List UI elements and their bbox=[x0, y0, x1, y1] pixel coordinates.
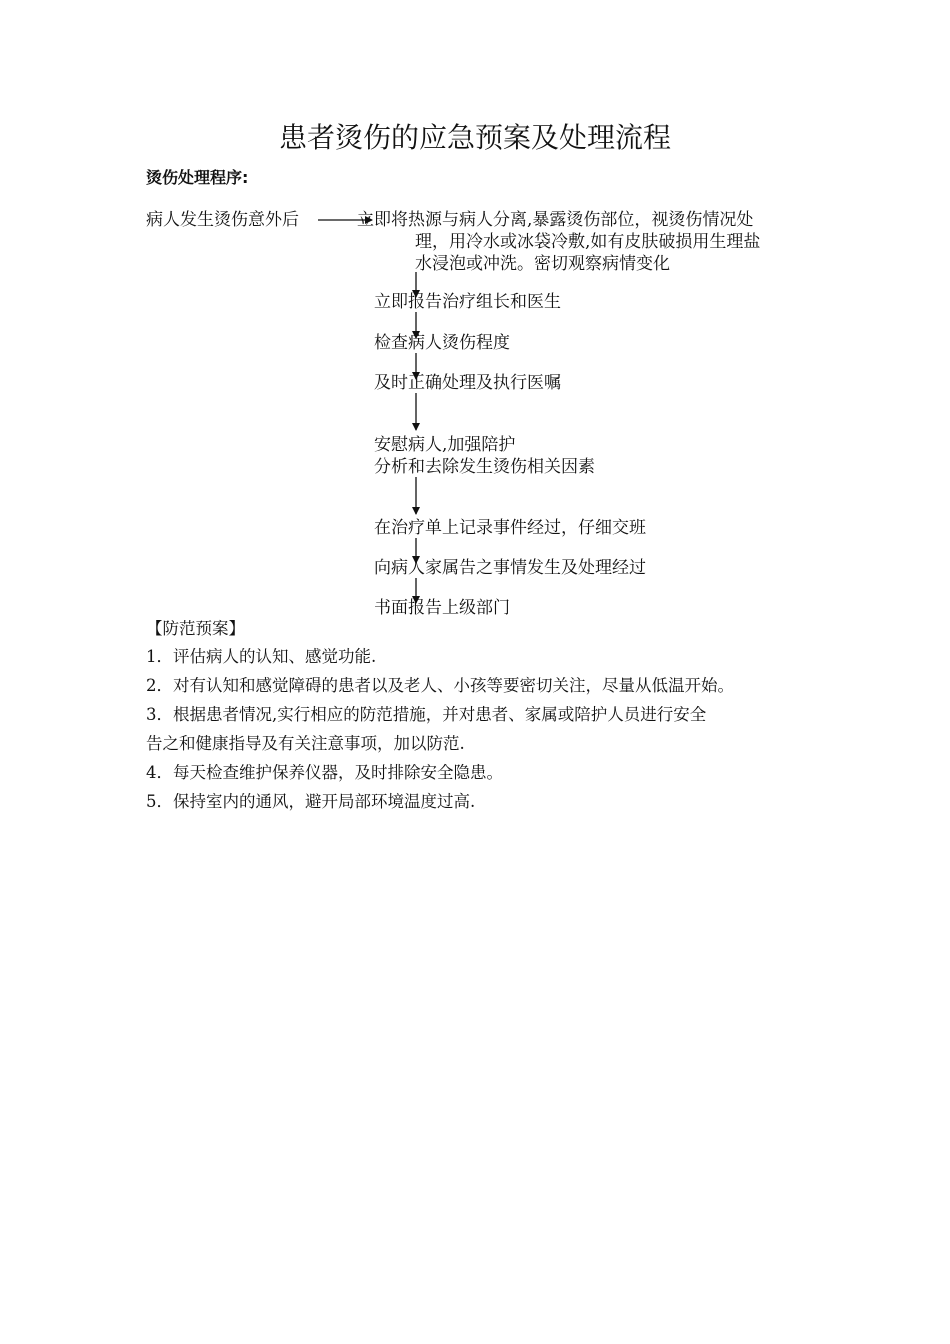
flow-step-treat: 及时正确处理及执行医嘱 bbox=[374, 373, 561, 393]
page-title: 患者烫伤的应急预案及处理流程 bbox=[278, 121, 671, 154]
prevention-item-3: 3．根据患者情况,实行相应的防范措施，并对患者、家属或陪护人员进行安全 bbox=[146, 705, 707, 724]
flow-start: 病人发生烫伤意外后 bbox=[146, 210, 299, 230]
prevention-item-4: 4．每天检查维护保养仪器，及时排除安全隐患。 bbox=[146, 763, 503, 782]
flow-first-step-line3: 水浸泡或冲洗。密切观察病情变化 bbox=[415, 254, 670, 274]
flow-first-step-line2: 理，用冷水或冰袋冷敷,如有皮肤破损用生理盐 bbox=[415, 232, 761, 252]
flow-step-analyze: 分析和去除发生烫伤相关因素 bbox=[374, 457, 595, 477]
flow-step-report-doctor: 立即报告治疗组长和医生 bbox=[374, 292, 561, 312]
flow-step-record: 在治疗单上记录事件经过，仔细交班 bbox=[374, 518, 646, 538]
prevention-item-2: 2．对有认知和感觉障碍的患者以及老人、小孩等要密切关注，尽量从低温开始。 bbox=[146, 676, 734, 695]
flow-step-comfort: 安慰病人,加强陪护 bbox=[374, 435, 516, 455]
prevention-item-5: 5．保持室内的通风，避开局部环境温度过高. bbox=[146, 792, 476, 811]
prevention-item-1: 1．评估病人的认知、感觉功能. bbox=[146, 647, 377, 666]
prevention-item-3-cont: 告之和健康指导及有关注意事项，加以防范. bbox=[146, 734, 465, 753]
flow-step-check-degree: 检查病人烫伤程度 bbox=[374, 333, 510, 353]
flow-first-step-line1: 立即将热源与病人分离,暴露烫伤部位，视烫伤情况处 bbox=[357, 210, 754, 230]
flow-step-written-report: 书面报告上级部门 bbox=[374, 598, 510, 618]
prevention-heading: 【防范预案】 bbox=[146, 619, 245, 638]
section-subheading: 烫伤处理程序: bbox=[146, 168, 249, 187]
flow-step-inform-family: 向病人家属告之事情发生及处理经过 bbox=[374, 558, 646, 578]
